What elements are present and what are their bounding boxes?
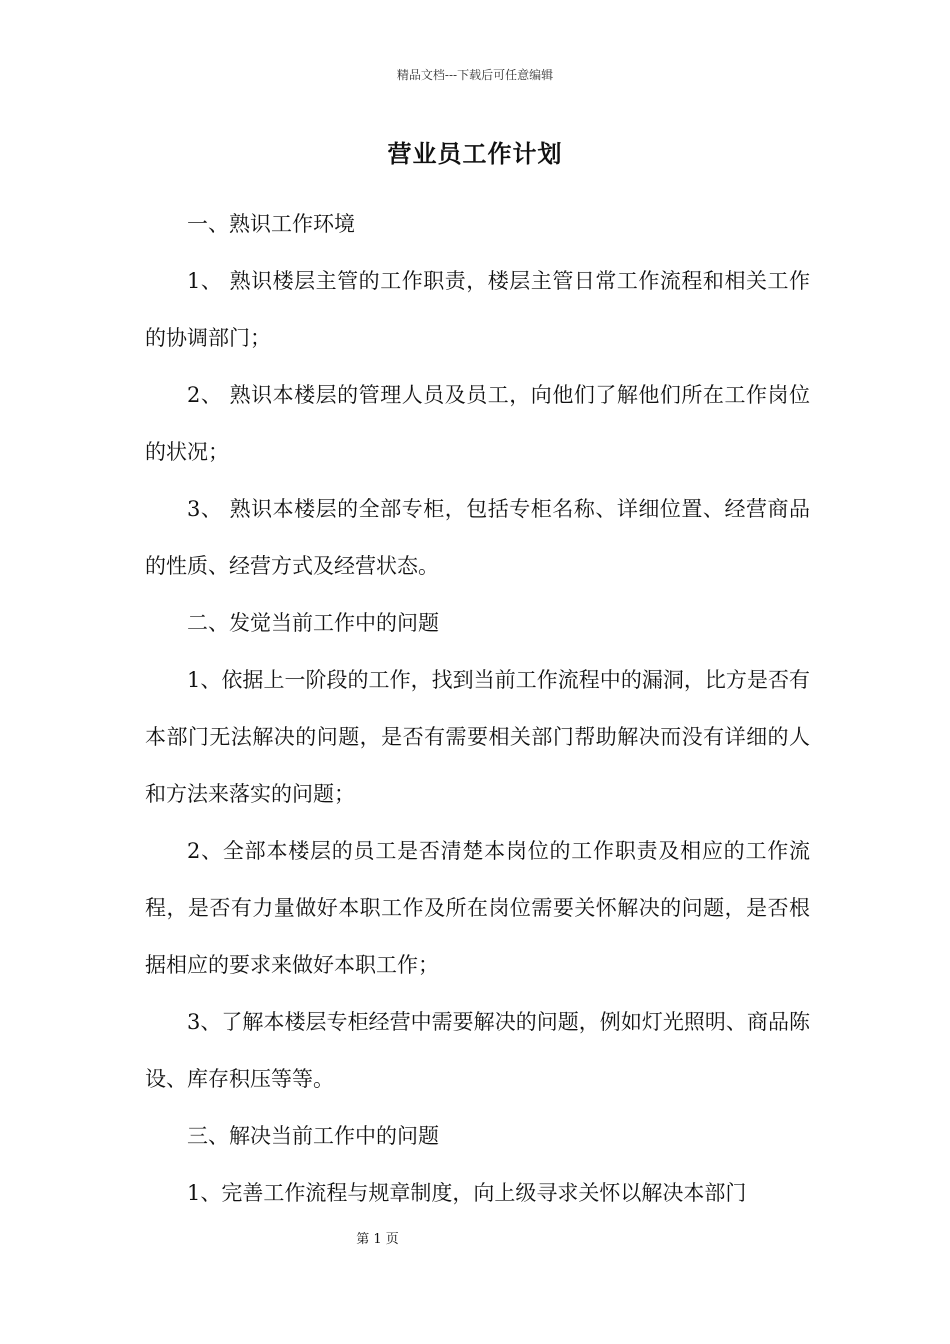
paragraph: 1、 熟识楼层主管的工作职责，楼层主管日常工作流程和相关工作的协调部门； (145, 269, 810, 350)
paragraph: 3、了解本楼层专柜经营中需要解决的问题，例如灯光照明、商品陈设、库存积压等等。 (145, 1010, 810, 1091)
section-heading: 三、解决当前工作中的问题 (187, 1124, 439, 1148)
section-heading: 一、熟识工作环境 (187, 212, 355, 236)
paragraph: 2、 熟识本楼层的管理人员及员工，向他们了解他们所在工作岗位的状况； (145, 383, 810, 464)
document-body (145, 196, 810, 1222)
paragraph: 2、全部本楼层的员工是否清楚本岗位的工作职责及相应的工作流程，是否有力量做好本职工作及所在岗位需要关怀解决的问题，是否根据相应的要求来做好本职工作； (145, 839, 810, 977)
paragraph: 1、依据上一阶段的工作，找到当前工作流程中的漏洞，比方是否有本部门无法解决的问题，是否有需要相关部门帮助解决而没有详细的人和方法来落实的问题； (145, 668, 810, 806)
paragraph: 3、 熟识本楼层的全部专柜，包括专柜名称、详细位置、经营商品的性质、经营方式及经营状态。 (145, 497, 810, 578)
page-header-note: 精品文档---下载后可任意编辑 (396, 68, 554, 82)
paragraph: 1、完善工作流程与规章制度，向上级寻求关怀以解决本部门 (187, 1181, 747, 1205)
page-number: 第 1 页 (356, 1232, 399, 1247)
section-heading: 二、发觉当前工作中的问题 (187, 611, 439, 635)
document-title: 营业员工作计划 (387, 139, 563, 168)
